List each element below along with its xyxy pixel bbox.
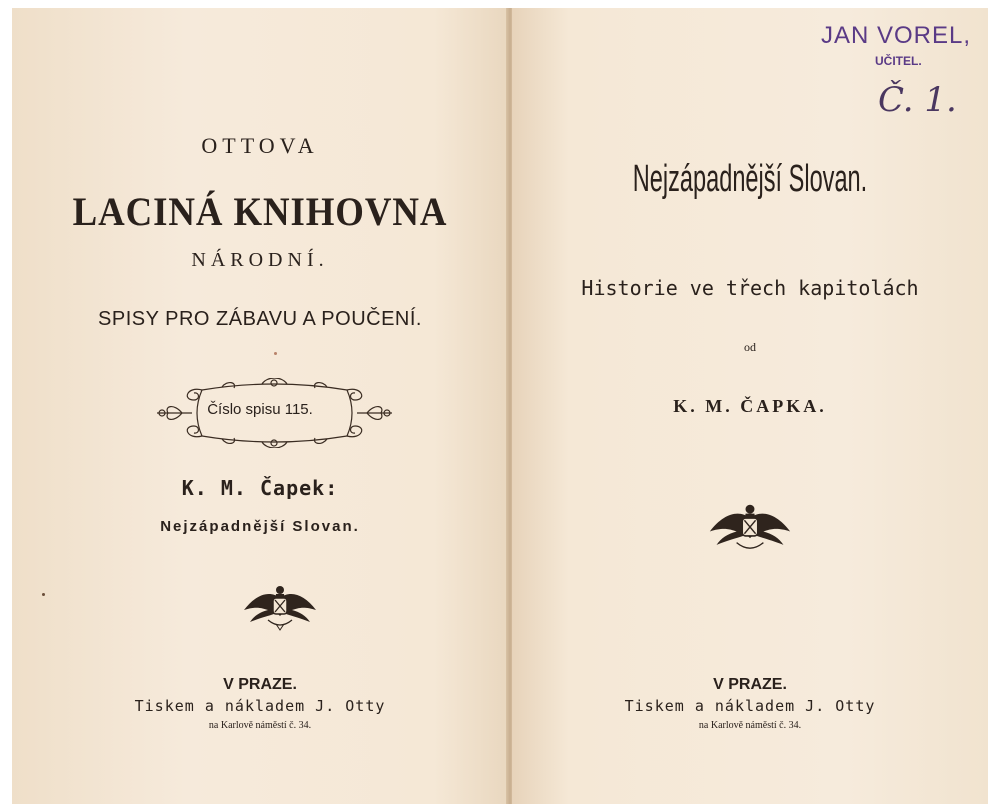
volume-label: Číslo spisu 115. xyxy=(207,401,313,418)
book-title: Nejzápadnější Slovan. xyxy=(632,158,868,200)
owner-stamp-role: UČITEL. xyxy=(875,54,922,68)
left-place: V PRAZE. xyxy=(223,676,297,693)
right-printer: Tiskem a nákladem J. Otty xyxy=(624,697,876,715)
by-label: od xyxy=(744,340,756,354)
left-book-title: Nejzápadnější Slovan. xyxy=(160,518,360,535)
paper-speck xyxy=(42,593,45,596)
series-subtitle: NÁRODNÍ. xyxy=(191,249,329,271)
series-tagline: SPISY PRO ZÁBAVU A POUČENÍ. xyxy=(98,308,422,330)
left-author: K. M. Čapek: xyxy=(181,476,339,500)
right-address: na Karlově náměstí č. 34. xyxy=(698,720,802,731)
book-spread xyxy=(12,8,988,804)
right-author: K. M. ČAPKA. xyxy=(673,396,827,416)
left-page xyxy=(12,8,508,804)
book-subtitle: Historie ve třech kapitolách xyxy=(581,276,919,300)
paper-speck xyxy=(274,352,277,355)
right-place: V PRAZE. xyxy=(713,676,787,693)
owner-stamp-name: JAN VOREL, xyxy=(821,22,972,49)
eagle-emblem-icon xyxy=(242,580,318,632)
handwritten-number: Č. 1. xyxy=(878,80,957,120)
eagle-emblem-icon xyxy=(707,498,793,556)
right-page xyxy=(512,8,988,804)
left-printer: Tiskem a nákladem J. Otty xyxy=(134,697,386,715)
left-address: na Karlově náměstí č. 34. xyxy=(208,720,312,731)
series-title: LACINÁ KNIHOVNA xyxy=(72,189,448,234)
series-name: OTTOVA xyxy=(201,133,319,158)
